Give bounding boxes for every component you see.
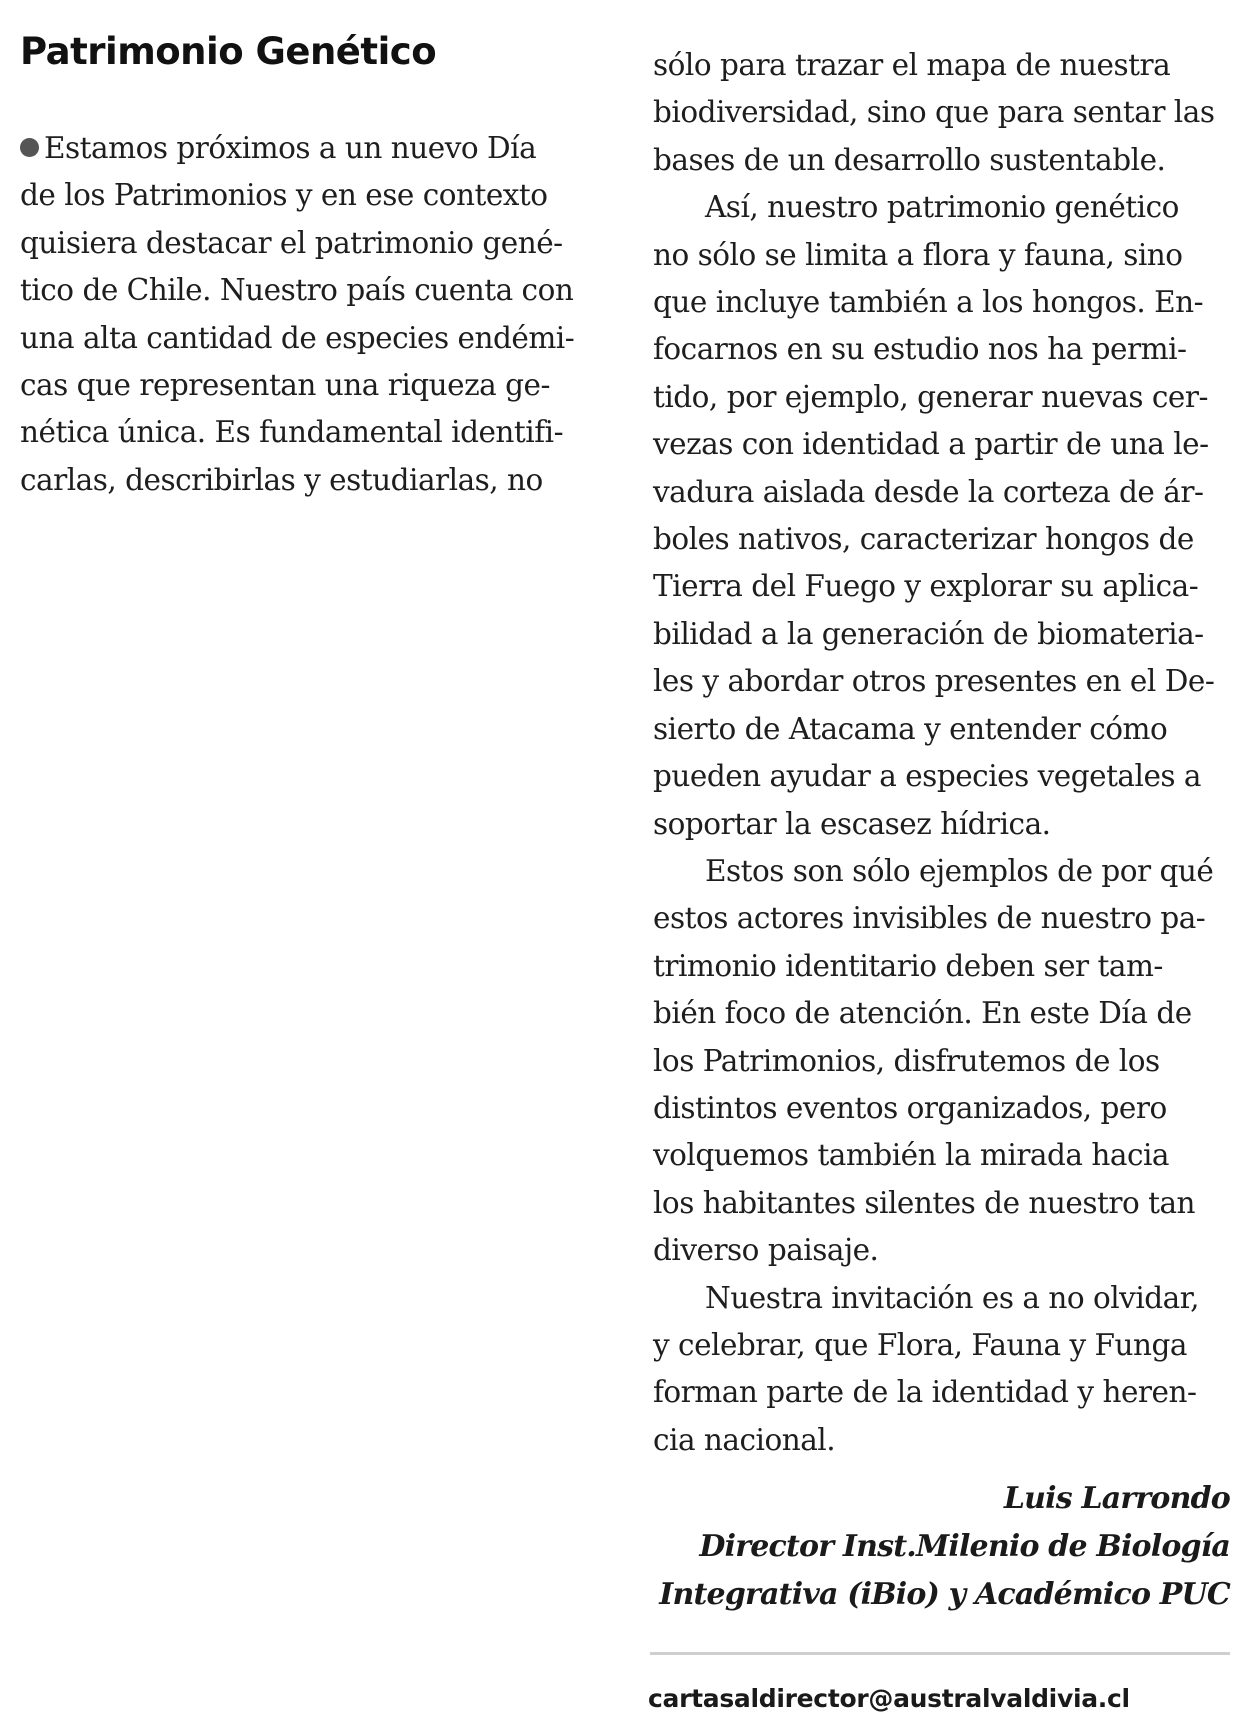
paragraph-first-line: Estos son sólo ejemplos de por qué (705, 853, 1214, 888)
body-line: y celebrar, que Flora, Fauna y Funga (653, 1327, 1187, 1362)
body-line: les y abordar otros presentes en el De- (653, 664, 1215, 699)
body-line: sólo para trazar el mapa de nuestra (653, 48, 1171, 82)
body-line: tico de Chile. Nuestro país cuenta con (20, 273, 574, 308)
body-line: vezas con identidad a partir de una le- (653, 427, 1209, 462)
body-line: pueden ayudar a especies vegetales a (653, 759, 1202, 794)
body-line: boles nativos, caracterizar hongos de (653, 522, 1194, 557)
body-line: tido, por ejemplo, generar nuevas cer- (653, 379, 1208, 414)
body-line: soportar la escasez hídrica. (653, 806, 1051, 841)
body-line: Estamos próximos a un nuevo Día (20, 125, 620, 172)
body-line: forman parte de la identidad y heren- (653, 1375, 1197, 1410)
paragraph-first-line: Así, nuestro patrimonio genético (705, 190, 1179, 225)
body-line: nética única. Es fundamental identifi- (20, 415, 564, 450)
body-line: vadura aislada desde la corteza de ár- (653, 474, 1204, 509)
body-line: distintos eventos organizados, pero (653, 1090, 1167, 1125)
body-line: de los Patrimonios y en ese contexto (20, 178, 548, 213)
right-column (653, 42, 1233, 1464)
body-line: Tierra del Fuego y explorar su aplica- (653, 569, 1199, 604)
paragraph-first-line: Nuestra invitación es a no olvidar, (705, 1280, 1199, 1315)
body-line: estos actores invisibles de nuestro pa- (653, 901, 1206, 936)
body-line: quisiera destacar el patrimonio gené- (20, 225, 563, 260)
signature-block (659, 1475, 1230, 1619)
body-line: bién foco de atención. En este Día de (653, 996, 1192, 1031)
body-line: diverso paisaje. (653, 1233, 879, 1268)
letter-headline: Patrimonio Genético (20, 30, 437, 73)
signature-title: Director Inst.Milenio de Biología (699, 1529, 1230, 1564)
signature-name: Luis Larrondo (1003, 1481, 1230, 1516)
body-line: una alta cantidad de especies endémi- (20, 320, 575, 355)
body-line: que incluye también a los hongos. En- (653, 285, 1204, 320)
signature-title: Integrativa (iBio) y Académico PUC (659, 1577, 1230, 1612)
divider (650, 1652, 1230, 1655)
contact-email: cartasaldirector@australvaldivia.cl (648, 1684, 1130, 1713)
body-line: biodiversidad, sino que para sentar las (653, 95, 1215, 130)
left-column (20, 125, 620, 504)
bullet-icon (20, 138, 39, 157)
body-line: bilidad a la generación de biomateria- (653, 616, 1204, 651)
body-line: no sólo se limita a flora y fauna, sino (653, 237, 1183, 272)
body-line: focarnos en su estudio nos ha permi- (653, 332, 1187, 367)
body-line: volquemos también la mirada hacia (653, 1138, 1169, 1173)
body-line: cia nacional. (653, 1422, 836, 1457)
body-line: bases de un desarrollo sustentable. (653, 142, 1166, 177)
body-line: sierto de Atacama y entender cómo (653, 711, 1168, 746)
body-line: cas que representan una riqueza ge- (20, 368, 550, 403)
body-line: trimonio identitario deben ser tam- (653, 948, 1163, 983)
body-line: carlas, describirlas y estudiarlas, no (20, 462, 543, 497)
body-line: los Patrimonios, disfrutemos de los (653, 1043, 1160, 1078)
body-line: los habitantes silentes de nuestro tan (653, 1185, 1196, 1220)
